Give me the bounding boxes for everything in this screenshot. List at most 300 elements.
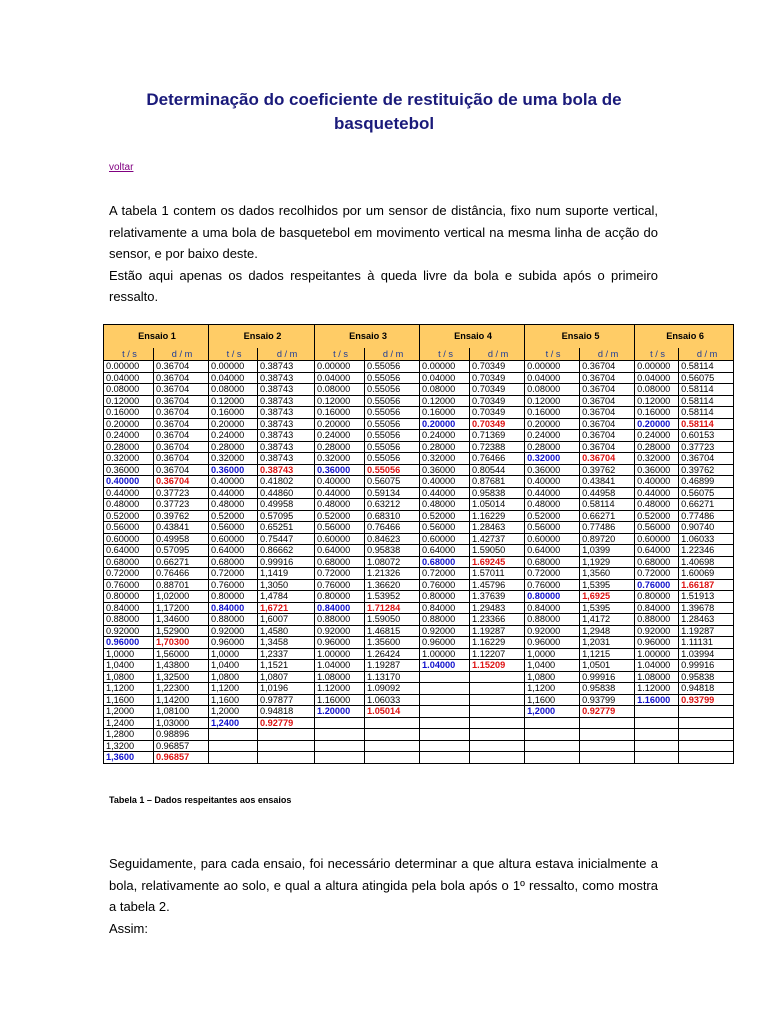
column-header: t / s bbox=[104, 348, 154, 361]
distance-cell: 0.36704 bbox=[154, 464, 209, 476]
time-cell: 0.40000 bbox=[635, 476, 679, 488]
distance-cell: 0.58114 bbox=[679, 384, 734, 396]
distance-cell bbox=[580, 729, 635, 741]
distance-cell: 1,0807 bbox=[258, 671, 315, 683]
data-table-container bbox=[103, 324, 734, 764]
distance-cell: 1,0399 bbox=[580, 545, 635, 557]
time-cell: 0.00000 bbox=[635, 361, 679, 373]
distance-cell: 1.28463 bbox=[679, 614, 734, 626]
time-cell bbox=[315, 752, 365, 764]
table-row bbox=[104, 625, 734, 637]
column-header: t / s bbox=[635, 348, 679, 361]
distance-cell: 0.70349 bbox=[470, 395, 525, 407]
time-cell: 1,2400 bbox=[104, 717, 154, 729]
time-cell: 1,3600 bbox=[104, 752, 154, 764]
time-cell: 0.92000 bbox=[635, 625, 679, 637]
time-cell: 0.88000 bbox=[209, 614, 258, 626]
time-cell: 0.44000 bbox=[635, 487, 679, 499]
distance-cell: 1.06033 bbox=[679, 533, 734, 545]
time-cell: 0.20000 bbox=[315, 418, 365, 430]
time-cell: 0.08000 bbox=[525, 384, 580, 396]
time-cell: 1,1200 bbox=[104, 683, 154, 695]
distance-cell: 0.55056 bbox=[365, 395, 420, 407]
time-cell: 0.40000 bbox=[525, 476, 580, 488]
group-header: Ensaio 2 bbox=[209, 325, 315, 349]
distance-cell: 0.55056 bbox=[365, 361, 420, 373]
distance-cell: 0.58114 bbox=[679, 407, 734, 419]
distance-cell: 0.95838 bbox=[365, 545, 420, 557]
distance-cell: 0.38743 bbox=[258, 372, 315, 384]
distance-cell: 0.44958 bbox=[580, 487, 635, 499]
distance-cell: 1.23366 bbox=[470, 614, 525, 626]
time-cell: 1.16000 bbox=[635, 694, 679, 706]
time-cell: 0.12000 bbox=[104, 395, 154, 407]
distance-cell: 0.68310 bbox=[365, 510, 420, 522]
distance-cell: 1.51913 bbox=[679, 591, 734, 603]
distance-cell: 1,08100 bbox=[154, 706, 209, 718]
distance-cell: 1,1521 bbox=[258, 660, 315, 672]
distance-cell: 0.43841 bbox=[580, 476, 635, 488]
distance-cell: 1,1419 bbox=[258, 568, 315, 580]
time-cell: 0.40000 bbox=[209, 476, 258, 488]
table-row bbox=[104, 568, 734, 580]
time-cell: 1,2000 bbox=[525, 706, 580, 718]
table-row bbox=[104, 694, 734, 706]
distance-cell: 1.05014 bbox=[365, 706, 420, 718]
time-cell bbox=[635, 752, 679, 764]
time-cell: 0.00000 bbox=[209, 361, 258, 373]
distance-cell bbox=[470, 706, 525, 718]
time-cell: 0.28000 bbox=[209, 441, 258, 453]
time-cell bbox=[315, 729, 365, 741]
time-cell: 1.04000 bbox=[635, 660, 679, 672]
time-cell bbox=[420, 717, 470, 729]
distance-cell: 1.19287 bbox=[365, 660, 420, 672]
time-cell bbox=[635, 740, 679, 752]
time-cell: 0.52000 bbox=[315, 510, 365, 522]
distance-cell: 0.36704 bbox=[679, 453, 734, 465]
distance-cell: 1,6925 bbox=[580, 591, 635, 603]
time-cell: 0.52000 bbox=[420, 510, 470, 522]
distance-cell bbox=[365, 729, 420, 741]
distance-cell: 0.55056 bbox=[365, 372, 420, 384]
distance-cell bbox=[258, 729, 315, 741]
distance-cell: 0.36704 bbox=[580, 430, 635, 442]
table-row bbox=[104, 522, 734, 534]
title-line-2: basquetebol bbox=[333, 114, 435, 133]
distance-cell: 0.70349 bbox=[470, 418, 525, 430]
time-cell: 0.36000 bbox=[635, 464, 679, 476]
time-cell bbox=[420, 694, 470, 706]
distance-cell: 1,70300 bbox=[154, 637, 209, 649]
distance-cell: 0.36704 bbox=[580, 441, 635, 453]
time-cell: 0.56000 bbox=[209, 522, 258, 534]
distance-cell: 0.56075 bbox=[365, 476, 420, 488]
time-cell: 0.48000 bbox=[635, 499, 679, 511]
time-cell: 0.60000 bbox=[209, 533, 258, 545]
distance-cell: 0.38743 bbox=[258, 361, 315, 373]
time-cell: 1,2000 bbox=[104, 706, 154, 718]
table-row bbox=[104, 683, 734, 695]
distance-cell: 0.58114 bbox=[679, 395, 734, 407]
distance-cell: 1.22346 bbox=[679, 545, 734, 557]
time-cell: 1,3200 bbox=[104, 740, 154, 752]
distance-cell: 1,22300 bbox=[154, 683, 209, 695]
time-cell bbox=[420, 752, 470, 764]
distance-cell: 0.36704 bbox=[580, 407, 635, 419]
distance-cell: 0.55056 bbox=[365, 430, 420, 442]
distance-cell: 0.66271 bbox=[580, 510, 635, 522]
distance-cell: 0.99916 bbox=[580, 671, 635, 683]
time-cell: 0.08000 bbox=[420, 384, 470, 396]
time-cell: 0.96000 bbox=[635, 637, 679, 649]
distance-cell: 0.55056 bbox=[365, 464, 420, 476]
distance-cell: 0.36704 bbox=[580, 453, 635, 465]
distance-cell: 1.59050 bbox=[365, 614, 420, 626]
distance-cell: 0.37723 bbox=[154, 499, 209, 511]
time-cell: 0.20000 bbox=[635, 418, 679, 430]
page-title bbox=[0, 88, 768, 136]
distance-cell: 0.75447 bbox=[258, 533, 315, 545]
time-cell: 1,0000 bbox=[209, 648, 258, 660]
distance-cell: 0.95838 bbox=[580, 683, 635, 695]
distance-cell: 0.97877 bbox=[258, 694, 315, 706]
time-cell bbox=[420, 683, 470, 695]
time-cell: 0.20000 bbox=[420, 418, 470, 430]
time-cell: 0.84000 bbox=[209, 602, 258, 614]
time-cell bbox=[525, 729, 580, 741]
time-cell: 0.20000 bbox=[209, 418, 258, 430]
column-header: d / m bbox=[365, 348, 420, 361]
time-cell: 0.60000 bbox=[635, 533, 679, 545]
time-cell bbox=[525, 717, 580, 729]
time-cell: 1,0400 bbox=[104, 660, 154, 672]
distance-cell: 0.38743 bbox=[258, 453, 315, 465]
distance-cell: 0.93799 bbox=[580, 694, 635, 706]
table-row bbox=[104, 407, 734, 419]
time-cell: 0.36000 bbox=[209, 464, 258, 476]
distance-cell: 0.49958 bbox=[258, 499, 315, 511]
distance-cell: 0.38743 bbox=[258, 464, 315, 476]
group-header: Ensaio 5 bbox=[525, 325, 635, 349]
table-row bbox=[104, 533, 734, 545]
distance-cell: 1,5395 bbox=[580, 602, 635, 614]
column-header-row bbox=[104, 348, 734, 361]
time-cell: 0.76000 bbox=[420, 579, 470, 591]
distance-cell: 1,0196 bbox=[258, 683, 315, 695]
distance-cell: 0.36704 bbox=[580, 372, 635, 384]
time-cell: 0.36000 bbox=[315, 464, 365, 476]
distance-cell: 0.49958 bbox=[154, 533, 209, 545]
table-row bbox=[104, 361, 734, 373]
distance-cell: 1.13170 bbox=[365, 671, 420, 683]
distance-cell: 1,14200 bbox=[154, 694, 209, 706]
distance-cell: 0.77486 bbox=[580, 522, 635, 534]
distance-cell: 1,2031 bbox=[580, 637, 635, 649]
distance-cell: 1.11131 bbox=[679, 637, 734, 649]
distance-cell: 0.55056 bbox=[365, 384, 420, 396]
distance-cell: 1,2337 bbox=[258, 648, 315, 660]
column-header: d / m bbox=[470, 348, 525, 361]
time-cell: 0.84000 bbox=[635, 602, 679, 614]
column-header: t / s bbox=[420, 348, 470, 361]
time-cell: 0.72000 bbox=[209, 568, 258, 580]
column-header: d / m bbox=[580, 348, 635, 361]
time-cell: 0.88000 bbox=[315, 614, 365, 626]
distance-cell: 0.95838 bbox=[470, 487, 525, 499]
time-cell: 1.00000 bbox=[635, 648, 679, 660]
time-cell: 0.72000 bbox=[315, 568, 365, 580]
distance-cell: 0.57095 bbox=[258, 510, 315, 522]
time-cell bbox=[420, 740, 470, 752]
back-link[interactable]: voltar bbox=[109, 162, 134, 173]
distance-cell: 0.94818 bbox=[679, 683, 734, 695]
distance-cell: 0.36704 bbox=[154, 395, 209, 407]
time-cell: 0.64000 bbox=[209, 545, 258, 557]
distance-cell bbox=[470, 717, 525, 729]
column-header: t / s bbox=[315, 348, 365, 361]
time-cell: 0.44000 bbox=[315, 487, 365, 499]
distance-cell: 1.16229 bbox=[470, 510, 525, 522]
time-cell: 0.28000 bbox=[420, 441, 470, 453]
distance-cell bbox=[365, 717, 420, 729]
time-cell: 1,2800 bbox=[104, 729, 154, 741]
time-cell: 0.04000 bbox=[104, 372, 154, 384]
distance-cell: 0.58114 bbox=[580, 499, 635, 511]
time-cell: 0.92000 bbox=[209, 625, 258, 637]
distance-cell: 1.09092 bbox=[365, 683, 420, 695]
time-cell: 0.04000 bbox=[209, 372, 258, 384]
table-row bbox=[104, 729, 734, 741]
distance-cell: 1.16229 bbox=[470, 637, 525, 649]
time-cell: 0.16000 bbox=[635, 407, 679, 419]
time-cell: 0.12000 bbox=[420, 395, 470, 407]
distance-cell: 1,1215 bbox=[580, 648, 635, 660]
table-row bbox=[104, 453, 734, 465]
distance-cell: 0.77486 bbox=[679, 510, 734, 522]
data-table bbox=[103, 324, 734, 764]
distance-cell: 0.57095 bbox=[154, 545, 209, 557]
distance-cell: 1.28463 bbox=[470, 522, 525, 534]
time-cell: 0.56000 bbox=[315, 522, 365, 534]
time-cell: 0.28000 bbox=[635, 441, 679, 453]
time-cell: 0.88000 bbox=[635, 614, 679, 626]
column-header: d / m bbox=[258, 348, 315, 361]
time-cell: 0.68000 bbox=[525, 556, 580, 568]
time-cell: 0.24000 bbox=[104, 430, 154, 442]
time-cell: 0.84000 bbox=[104, 602, 154, 614]
time-cell bbox=[420, 706, 470, 718]
distance-cell bbox=[580, 752, 635, 764]
distance-cell: 0.37723 bbox=[679, 441, 734, 453]
distance-cell: 1.37639 bbox=[470, 591, 525, 603]
distance-cell: 1.08072 bbox=[365, 556, 420, 568]
time-cell: 1.00000 bbox=[420, 648, 470, 660]
distance-cell: 0.36704 bbox=[580, 384, 635, 396]
distance-cell: 0.63212 bbox=[365, 499, 420, 511]
time-cell: 0.76000 bbox=[104, 579, 154, 591]
paragraph-4: Seguidamente, para cada ensaio, foi necessário determinar a que altura estava inicialmente a bola, relativamente ao solo, e qual a altura atingida pela bola após o 1º ressalto, como mostra a tabela 2. bbox=[109, 856, 658, 914]
time-cell: 0.80000 bbox=[104, 591, 154, 603]
time-cell: 0.64000 bbox=[635, 545, 679, 557]
time-cell bbox=[209, 740, 258, 752]
distance-cell: 0.94818 bbox=[258, 706, 315, 718]
distance-cell bbox=[365, 740, 420, 752]
distance-cell bbox=[258, 752, 315, 764]
distance-cell: 1,34600 bbox=[154, 614, 209, 626]
distance-cell: 0.98896 bbox=[154, 729, 209, 741]
time-cell: 0.32000 bbox=[525, 453, 580, 465]
time-cell: 0.24000 bbox=[315, 430, 365, 442]
time-cell: 0.16000 bbox=[525, 407, 580, 419]
distance-cell: 0.36704 bbox=[154, 453, 209, 465]
distance-cell: 1,1929 bbox=[580, 556, 635, 568]
time-cell: 0.36000 bbox=[525, 464, 580, 476]
distance-cell: 0.95838 bbox=[679, 671, 734, 683]
time-cell: 0.52000 bbox=[104, 510, 154, 522]
table-row bbox=[104, 384, 734, 396]
distance-cell: 0.65251 bbox=[258, 522, 315, 534]
distance-cell: 0.56075 bbox=[679, 487, 734, 499]
distance-cell: 0.99916 bbox=[679, 660, 734, 672]
distance-cell: 0.96857 bbox=[154, 752, 209, 764]
time-cell: 0.64000 bbox=[315, 545, 365, 557]
time-cell: 0.32000 bbox=[104, 453, 154, 465]
distance-cell: 1,4172 bbox=[580, 614, 635, 626]
time-cell: 0.08000 bbox=[104, 384, 154, 396]
distance-cell: 0.76466 bbox=[470, 453, 525, 465]
distance-cell: 0.36704 bbox=[154, 430, 209, 442]
time-cell: 0.56000 bbox=[420, 522, 470, 534]
time-cell bbox=[525, 752, 580, 764]
time-cell: 1.04000 bbox=[315, 660, 365, 672]
time-cell: 0.68000 bbox=[635, 556, 679, 568]
distance-cell: 0.39762 bbox=[580, 464, 635, 476]
distance-cell: 1.06033 bbox=[365, 694, 420, 706]
distance-cell: 1,3560 bbox=[580, 568, 635, 580]
distance-cell bbox=[580, 717, 635, 729]
distance-cell bbox=[470, 740, 525, 752]
time-cell: 0.84000 bbox=[315, 602, 365, 614]
time-cell: 0.96000 bbox=[315, 637, 365, 649]
distance-cell: 1.35600 bbox=[365, 637, 420, 649]
table-row bbox=[104, 430, 734, 442]
distance-cell: 1,32500 bbox=[154, 671, 209, 683]
table-row bbox=[104, 464, 734, 476]
time-cell: 0.40000 bbox=[104, 476, 154, 488]
time-cell: 1,1600 bbox=[209, 694, 258, 706]
distance-cell: 0.76466 bbox=[154, 568, 209, 580]
group-header: Ensaio 3 bbox=[315, 325, 420, 349]
distance-cell bbox=[679, 717, 734, 729]
time-cell: 0.00000 bbox=[525, 361, 580, 373]
time-cell: 0.76000 bbox=[525, 579, 580, 591]
distance-cell: 0.39762 bbox=[679, 464, 734, 476]
time-cell bbox=[209, 729, 258, 741]
time-cell: 1,0800 bbox=[209, 671, 258, 683]
distance-cell bbox=[679, 740, 734, 752]
distance-cell: 1.26424 bbox=[365, 648, 420, 660]
time-cell: 0.80000 bbox=[635, 591, 679, 603]
distance-cell: 0.44860 bbox=[258, 487, 315, 499]
table-row bbox=[104, 579, 734, 591]
time-cell: 1,1200 bbox=[209, 683, 258, 695]
time-cell: 0.28000 bbox=[104, 441, 154, 453]
time-cell: 0.44000 bbox=[209, 487, 258, 499]
distance-cell: 1.19287 bbox=[679, 625, 734, 637]
time-cell: 0.92000 bbox=[525, 625, 580, 637]
distance-cell: 0.39762 bbox=[154, 510, 209, 522]
time-cell: 0.24000 bbox=[525, 430, 580, 442]
distance-cell: 0.36704 bbox=[154, 384, 209, 396]
time-cell: 0.24000 bbox=[209, 430, 258, 442]
distance-cell: 1,52900 bbox=[154, 625, 209, 637]
distance-cell: 1.19287 bbox=[470, 625, 525, 637]
distance-cell: 1.36620 bbox=[365, 579, 420, 591]
time-cell: 0.92000 bbox=[315, 625, 365, 637]
time-cell bbox=[525, 740, 580, 752]
distance-cell: 1.29483 bbox=[470, 602, 525, 614]
distance-cell: 0.55056 bbox=[365, 407, 420, 419]
time-cell: 0.16000 bbox=[104, 407, 154, 419]
time-cell: 0.52000 bbox=[525, 510, 580, 522]
time-cell: 0.04000 bbox=[635, 372, 679, 384]
distance-cell bbox=[470, 694, 525, 706]
distance-cell: 1.59050 bbox=[470, 545, 525, 557]
time-cell: 0.56000 bbox=[104, 522, 154, 534]
distance-cell: 1.42737 bbox=[470, 533, 525, 545]
time-cell: 0.68000 bbox=[420, 556, 470, 568]
table-row bbox=[104, 752, 734, 764]
table-row bbox=[104, 660, 734, 672]
group-header: Ensaio 4 bbox=[420, 325, 525, 349]
distance-cell: 0.59134 bbox=[365, 487, 420, 499]
time-cell: 0.76000 bbox=[209, 579, 258, 591]
distance-cell: 1,17200 bbox=[154, 602, 209, 614]
distance-cell: 0.38743 bbox=[258, 384, 315, 396]
table-row bbox=[104, 602, 734, 614]
distance-cell: 1,6007 bbox=[258, 614, 315, 626]
distance-cell: 1.53952 bbox=[365, 591, 420, 603]
time-cell: 0.60000 bbox=[104, 533, 154, 545]
time-cell: 0.80000 bbox=[525, 591, 580, 603]
distance-cell: 1.45796 bbox=[470, 579, 525, 591]
table-row bbox=[104, 372, 734, 384]
time-cell: 0.68000 bbox=[209, 556, 258, 568]
distance-cell bbox=[580, 740, 635, 752]
time-cell: 0.36000 bbox=[420, 464, 470, 476]
time-cell: 0.00000 bbox=[315, 361, 365, 373]
table-row bbox=[104, 637, 734, 649]
time-cell: 0.32000 bbox=[315, 453, 365, 465]
time-cell: 0.12000 bbox=[525, 395, 580, 407]
distance-cell: 0.56075 bbox=[679, 372, 734, 384]
distance-cell: 0.60153 bbox=[679, 430, 734, 442]
time-cell: 1.20000 bbox=[315, 706, 365, 718]
time-cell: 0.60000 bbox=[315, 533, 365, 545]
time-cell bbox=[420, 729, 470, 741]
time-cell: 0.04000 bbox=[525, 372, 580, 384]
time-cell: 0.44000 bbox=[420, 487, 470, 499]
distance-cell: 0.38743 bbox=[258, 418, 315, 430]
distance-cell: 0.55056 bbox=[365, 453, 420, 465]
distance-cell: 1,5395 bbox=[580, 579, 635, 591]
time-cell: 0.28000 bbox=[525, 441, 580, 453]
time-cell: 0.20000 bbox=[104, 418, 154, 430]
distance-cell bbox=[365, 752, 420, 764]
paragraph-2: Estão aqui apenas os dados respeitantes à queda livre da bola e subida após o primeiro ressalto. bbox=[109, 267, 658, 304]
column-header: d / m bbox=[679, 348, 734, 361]
